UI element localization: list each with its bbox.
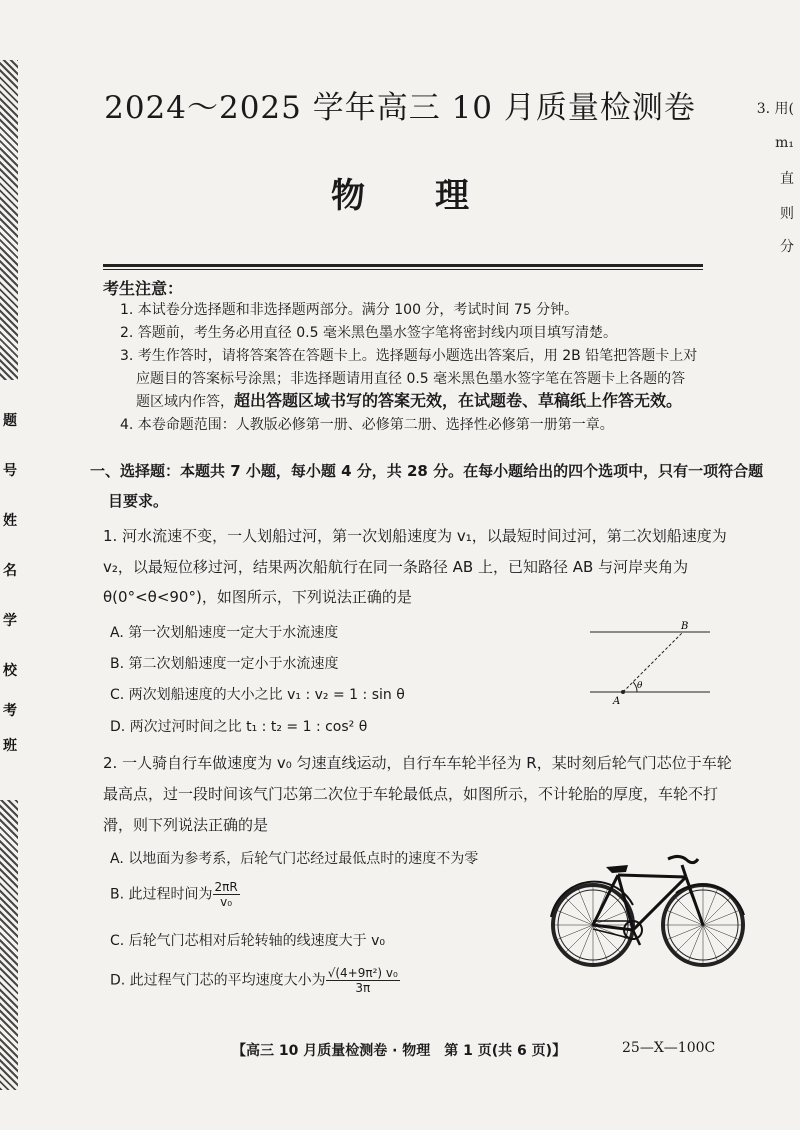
binding-char: 号 — [3, 463, 17, 479]
q2-option-d-text: D. 此过程气门芯的平均速度大小为 — [110, 972, 326, 989]
q1-option-a: A. 第一次划船速度一定大于水流速度 — [110, 625, 339, 641]
q1-option-b: B. 第二次划船速度一定小于水流速度 — [110, 656, 339, 672]
fraction — [326, 966, 400, 995]
notice-line-3c-pre: 题区域内作答， — [136, 394, 234, 410]
notice-line-3c — [136, 391, 682, 412]
fraction — [213, 880, 240, 909]
notice-line-3b: 应题目的答案标号涂黑；非选择题请用直径 0.5 毫米黑色墨水签字笔在答题卡上各题的答 — [136, 371, 686, 387]
saddle — [606, 865, 628, 873]
fraction-numerator: 2πR — [214, 880, 238, 894]
point-a — [621, 690, 625, 694]
binding-char: 考 — [3, 703, 17, 719]
path-ab — [623, 632, 683, 692]
label-a: A — [613, 696, 621, 707]
section-heading-cont: 目要求。 — [108, 492, 169, 510]
q2-option-b-text: B. 此过程时间为 — [110, 886, 213, 903]
q2-stem-1: 2. 一人骑自行车做速度为 v₀ 匀速直线运动，自行车车轮半径为 R，某时刻后轮气门芯位于车轮 — [103, 754, 732, 772]
exam-title: 2024～2025 学年高三 10 月质量检测卷 — [104, 90, 696, 126]
bicycle-figure — [548, 845, 748, 970]
section-heading: 一、选择题：本题共 7 小题，每小题 4 分，共 28 分。在每小题给出的四个选项中，只有一项符合题 — [90, 462, 764, 480]
notice-line-1: 1. 本试卷分选择题和非选择题两部分。满分 100 分，考试时间 75 分钟。 — [120, 302, 579, 318]
q2-option-a: A. 以地面为参考系，后轮气门芯经过最低点时的速度不为零 — [110, 851, 479, 867]
q2-option-c: C. 后轮气门芯相对后轮转轴的线速度大于 v₀ — [110, 933, 386, 949]
edge-text: 直 — [780, 171, 794, 187]
q1-option-c: C. 两次划船速度的大小之比 v₁ : v₂ = 1 : sin θ — [110, 687, 405, 703]
notice-line-4: 4. 本卷命题范围：人教版必修第一册、必修第二册、选择性必修第一册第一章。 — [120, 417, 614, 433]
binding-char: 学 — [3, 613, 17, 629]
subject-title: 物理 — [331, 176, 539, 216]
fraction-denominator: 3π — [355, 981, 371, 995]
header-rule-thin — [103, 269, 703, 270]
q1-stem-3: θ(0°<θ<90°)，如图所示，下列说法正确的是 — [103, 588, 412, 606]
label-theta: θ — [637, 681, 643, 691]
q1-option-d: D. 两次过河时间之比 t₁ : t₂ = 1 : cos² θ — [110, 719, 368, 735]
q2-stem-2: 最高点，过一段时间该气门芯第二次位于车轮最低点，如图所示，不计轮胎的厚度，车轮不打 — [103, 785, 719, 803]
notice-line-3a: 3. 考生作答时，请将答案答在答题卡上。选择题每小题选出答案后，用 2B 铅笔把答题卡上对 — [120, 348, 698, 364]
fraction-numerator: √(4+9π²) v₀ — [327, 966, 398, 980]
q2-option-b — [110, 880, 240, 909]
fraction-denominator: v₀ — [220, 895, 233, 909]
edge-text: 分 — [780, 239, 794, 255]
handlebar — [668, 856, 698, 862]
label-b: B — [681, 621, 689, 632]
binding-char: 班 — [3, 738, 17, 754]
edge-text: 3. 用( — [756, 101, 794, 117]
page-footer: 【高三 10 月质量检测卷 · 物理 第 1 页(共 6 页)】 — [232, 1043, 567, 1059]
notice-line-2: 2. 答题前，考生务必用直径 0.5 毫米黑色墨水签字笔将密封线内项目填写清楚。 — [120, 325, 617, 341]
edge-text: m₁ — [775, 135, 794, 151]
paper-code: 25—X—100C — [622, 1040, 716, 1056]
edge-text: 则 — [780, 206, 794, 222]
q1-stem-2: v₂，以最短位移过河，结果两次船航行在同一条路径 AB 上，已知路径 AB 与河岸夹角为 — [103, 558, 689, 576]
river-figure — [585, 620, 715, 707]
q2-stem-3: 滑，则下列说法正确的是 — [103, 816, 269, 834]
binding-char: 题 — [3, 413, 17, 429]
notice-emphasis: 超出答题区域书写的答案无效，在试题卷、草稿纸上作答无效。 — [234, 391, 683, 410]
binding-char: 姓 — [3, 513, 17, 529]
header-rule — [103, 264, 703, 267]
q1-stem-1: 1. 河水流速不变，一人划船过河，第一次划船速度为 v₁，以最短时间过河，第二次划船速度为 — [103, 527, 727, 545]
notice-title: 考生注意： — [103, 279, 184, 298]
binding-char: 名 — [3, 563, 17, 579]
binding-char: 校 — [3, 663, 17, 679]
q2-option-d — [110, 966, 400, 995]
